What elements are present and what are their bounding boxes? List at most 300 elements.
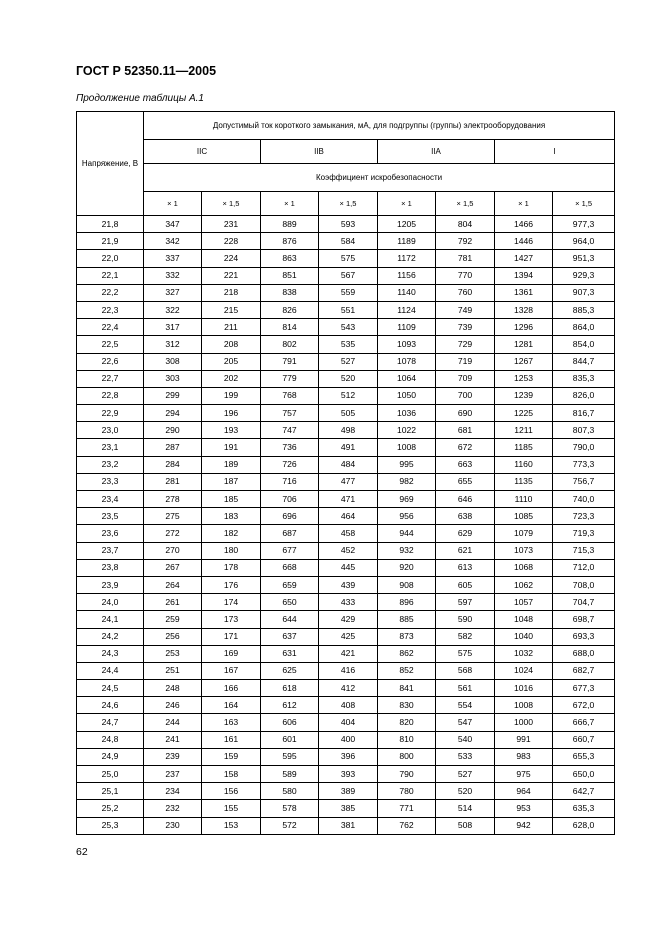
coefficient-header: Коэффициент искробезопасности	[144, 164, 615, 192]
current-cell: 1160	[495, 456, 553, 473]
table-row	[77, 611, 615, 628]
current-cell: 543	[319, 319, 378, 336]
current-cell: 969	[378, 491, 436, 508]
current-cell: 508	[436, 817, 495, 834]
current-cell: 568	[436, 662, 495, 679]
current-cell: 712,0	[553, 559, 615, 576]
current-cell: 835,3	[553, 370, 615, 387]
voltage-header: Напряжение, В	[77, 112, 144, 216]
current-cell: 185	[202, 491, 261, 508]
current-cell: 156	[202, 783, 261, 800]
current-cell: 433	[319, 594, 378, 611]
current-cell: 975	[495, 766, 553, 783]
current-cell: 771	[378, 800, 436, 817]
current-cell: 393	[319, 766, 378, 783]
current-cell: 885,3	[553, 301, 615, 318]
current-cell: 862	[378, 645, 436, 662]
current-cell: 464	[319, 508, 378, 525]
current-cell: 163	[202, 714, 261, 731]
current-cell: 885	[378, 611, 436, 628]
current-cell: 180	[202, 542, 261, 559]
voltage-cell: 23,6	[77, 525, 144, 542]
current-cell: 1225	[495, 405, 553, 422]
current-cell: 1022	[378, 422, 436, 439]
current-cell: 317	[144, 319, 202, 336]
table-row	[77, 353, 615, 370]
current-cell: 635,3	[553, 800, 615, 817]
group-header-i: I	[495, 140, 615, 164]
current-cell: 322	[144, 301, 202, 318]
current-cell: 854,0	[553, 336, 615, 353]
table-row	[77, 456, 615, 473]
current-cell: 278	[144, 491, 202, 508]
current-cell: 792	[436, 233, 495, 250]
current-cell: 749	[436, 301, 495, 318]
current-cell: 719,3	[553, 525, 615, 542]
current-cell: 575	[319, 250, 378, 267]
current-cell: 932	[378, 542, 436, 559]
current-cell: 1032	[495, 645, 553, 662]
current-cell: 1016	[495, 680, 553, 697]
current-cell: 814	[261, 319, 319, 336]
current-cell: 533	[436, 748, 495, 765]
current-cell: 1239	[495, 387, 553, 404]
current-cell: 800	[378, 748, 436, 765]
current-cell: 700	[436, 387, 495, 404]
table-row	[77, 250, 615, 267]
current-cell: 631	[261, 645, 319, 662]
current-cell: 400	[319, 731, 378, 748]
current-cell: 164	[202, 697, 261, 714]
current-cell: 851	[261, 267, 319, 284]
current-cell: 404	[319, 714, 378, 731]
voltage-cell: 23,9	[77, 576, 144, 593]
table-body	[77, 216, 615, 835]
voltage-cell: 24,3	[77, 645, 144, 662]
current-cell: 682,7	[553, 662, 615, 679]
current-cell: 527	[319, 353, 378, 370]
current-cell: 575	[436, 645, 495, 662]
current-cell: 205	[202, 353, 261, 370]
table-row	[77, 405, 615, 422]
current-cell: 944	[378, 525, 436, 542]
voltage-cell: 22,3	[77, 301, 144, 318]
current-cell: 1135	[495, 473, 553, 490]
current-cell: 1328	[495, 301, 553, 318]
current-cell: 520	[436, 783, 495, 800]
current-cell: 224	[202, 250, 261, 267]
coef-cell: × 1,5	[436, 192, 495, 216]
voltage-cell: 23,1	[77, 439, 144, 456]
current-cell: 951,3	[553, 250, 615, 267]
current-cell: 231	[202, 216, 261, 233]
current-cell: 995	[378, 456, 436, 473]
current-cell: 660,7	[553, 731, 615, 748]
current-cell: 389	[319, 783, 378, 800]
current-cell: 907,3	[553, 284, 615, 301]
current-cell: 396	[319, 748, 378, 765]
current-cell: 659	[261, 576, 319, 593]
current-cell: 1427	[495, 250, 553, 267]
voltage-cell: 22,5	[77, 336, 144, 353]
current-cell: 663	[436, 456, 495, 473]
current-cell: 590	[436, 611, 495, 628]
current-cell: 155	[202, 800, 261, 817]
current-cell: 693,3	[553, 628, 615, 645]
current-cell: 183	[202, 508, 261, 525]
current-cell: 1008	[495, 697, 553, 714]
current-cell: 582	[436, 628, 495, 645]
current-cell: 1078	[378, 353, 436, 370]
voltage-cell: 24,8	[77, 731, 144, 748]
current-cell: 498	[319, 422, 378, 439]
table-row	[77, 714, 615, 731]
current-cell: 698,7	[553, 611, 615, 628]
current-cell: 176	[202, 576, 261, 593]
current-cell: 1008	[378, 439, 436, 456]
current-cell: 272	[144, 525, 202, 542]
current-cell: 618	[261, 680, 319, 697]
current-cell: 199	[202, 387, 261, 404]
current-cell: 1124	[378, 301, 436, 318]
table-row	[77, 267, 615, 284]
current-cell: 167	[202, 662, 261, 679]
current-cell: 547	[436, 714, 495, 731]
current-cell: 688,0	[553, 645, 615, 662]
coef-cell: × 1,5	[553, 192, 615, 216]
current-cell: 408	[319, 697, 378, 714]
current-cell: 471	[319, 491, 378, 508]
voltage-cell: 22,4	[77, 319, 144, 336]
current-cell: 196	[202, 405, 261, 422]
voltage-cell: 24,6	[77, 697, 144, 714]
current-cell: 625	[261, 662, 319, 679]
voltage-cell: 23,8	[77, 559, 144, 576]
current-cell: 159	[202, 748, 261, 765]
current-cell: 505	[319, 405, 378, 422]
table-caption: Продолжение таблицы А.1	[76, 93, 204, 104]
current-cell: 655,3	[553, 748, 615, 765]
current-cell: 768	[261, 387, 319, 404]
current-cell: 281	[144, 473, 202, 490]
current-cell: 739	[436, 319, 495, 336]
current-cell: 1109	[378, 319, 436, 336]
current-cell: 512	[319, 387, 378, 404]
current-cell: 690	[436, 405, 495, 422]
table-row	[77, 594, 615, 611]
table-row	[77, 491, 615, 508]
current-cell: 841	[378, 680, 436, 697]
current-cell: 1040	[495, 628, 553, 645]
current-cell: 303	[144, 370, 202, 387]
voltage-cell: 24,1	[77, 611, 144, 628]
current-cell: 559	[319, 284, 378, 301]
table-row	[77, 662, 615, 679]
current-cell: 484	[319, 456, 378, 473]
current-cell: 781	[436, 250, 495, 267]
current-cell: 1394	[495, 267, 553, 284]
current-cell: 182	[202, 525, 261, 542]
current-cell: 218	[202, 284, 261, 301]
current-cell: 605	[436, 576, 495, 593]
current-cell: 736	[261, 439, 319, 456]
current-cell: 239	[144, 748, 202, 765]
current-cell: 1050	[378, 387, 436, 404]
current-cell: 1156	[378, 267, 436, 284]
current-cell: 189	[202, 456, 261, 473]
current-cell: 646	[436, 491, 495, 508]
table-row	[77, 542, 615, 559]
voltage-cell: 23,3	[77, 473, 144, 490]
current-cell: 169	[202, 645, 261, 662]
current-cell: 726	[261, 456, 319, 473]
table-row	[77, 422, 615, 439]
current-cell: 715,3	[553, 542, 615, 559]
voltage-cell: 21,9	[77, 233, 144, 250]
current-cell: 215	[202, 301, 261, 318]
current-cell: 628,0	[553, 817, 615, 834]
current-cell: 873	[378, 628, 436, 645]
current-cell: 275	[144, 508, 202, 525]
current-cell: 964	[495, 783, 553, 800]
current-cell: 458	[319, 525, 378, 542]
current-cell: 158	[202, 766, 261, 783]
table-row	[77, 301, 615, 318]
current-cell: 773,3	[553, 456, 615, 473]
coef-cell: × 1,5	[202, 192, 261, 216]
current-cell: 1361	[495, 284, 553, 301]
current-cell: 760	[436, 284, 495, 301]
current-cell: 1048	[495, 611, 553, 628]
current-cell: 347	[144, 216, 202, 233]
voltage-cell: 23,5	[77, 508, 144, 525]
current-cell: 613	[436, 559, 495, 576]
voltage-cell: 24,4	[77, 662, 144, 679]
current-cell: 757	[261, 405, 319, 422]
current-cell: 677	[261, 542, 319, 559]
table-row	[77, 336, 615, 353]
current-cell: 327	[144, 284, 202, 301]
current-cell: 1185	[495, 439, 553, 456]
current-cell: 312	[144, 336, 202, 353]
current-cell: 589	[261, 766, 319, 783]
current-cell: 1093	[378, 336, 436, 353]
table-row	[77, 284, 615, 301]
current-cell: 267	[144, 559, 202, 576]
current-cell: 1000	[495, 714, 553, 731]
current-cell: 153	[202, 817, 261, 834]
current-cell: 259	[144, 611, 202, 628]
voltage-cell: 22,2	[77, 284, 144, 301]
current-cell: 491	[319, 439, 378, 456]
table-row	[77, 473, 615, 490]
current-cell: 251	[144, 662, 202, 679]
current-cell: 1211	[495, 422, 553, 439]
current-cell: 644	[261, 611, 319, 628]
coef-cell: × 1	[378, 192, 436, 216]
current-cell: 672	[436, 439, 495, 456]
current-cell: 770	[436, 267, 495, 284]
current-cell: 638	[436, 508, 495, 525]
current-cell: 677,3	[553, 680, 615, 697]
current-cell: 802	[261, 336, 319, 353]
current-cell: 439	[319, 576, 378, 593]
current-cell: 597	[436, 594, 495, 611]
current-cell: 991	[495, 731, 553, 748]
current-cell: 838	[261, 284, 319, 301]
current-cell: 876	[261, 233, 319, 250]
current-cell: 1110	[495, 491, 553, 508]
current-cell: 756,7	[553, 473, 615, 490]
current-cell: 535	[319, 336, 378, 353]
current-cell: 672,0	[553, 697, 615, 714]
voltage-cell: 23,7	[77, 542, 144, 559]
current-cell: 810	[378, 731, 436, 748]
current-cell: 601	[261, 731, 319, 748]
current-cell: 1205	[378, 216, 436, 233]
current-cell: 246	[144, 697, 202, 714]
current-cell: 385	[319, 800, 378, 817]
current-cell: 578	[261, 800, 319, 817]
current-cell: 284	[144, 456, 202, 473]
table-row	[77, 783, 615, 800]
current-cell: 1172	[378, 250, 436, 267]
current-cell: 244	[144, 714, 202, 731]
current-cell: 704,7	[553, 594, 615, 611]
current-cell: 820	[378, 714, 436, 731]
current-cell: 445	[319, 559, 378, 576]
table-row	[77, 645, 615, 662]
current-cell: 221	[202, 267, 261, 284]
current-cell: 1253	[495, 370, 553, 387]
current-cell: 719	[436, 353, 495, 370]
current-cell: 230	[144, 817, 202, 834]
current-cell: 520	[319, 370, 378, 387]
current-cell: 708,0	[553, 576, 615, 593]
voltage-cell: 22,9	[77, 405, 144, 422]
current-cell: 342	[144, 233, 202, 250]
page-number: 62	[76, 846, 88, 858]
current-cell: 308	[144, 353, 202, 370]
current-cell: 1057	[495, 594, 553, 611]
current-cell: 642,7	[553, 783, 615, 800]
current-cell: 863	[261, 250, 319, 267]
current-cell: 193	[202, 422, 261, 439]
table-row	[77, 508, 615, 525]
voltage-cell: 25,3	[77, 817, 144, 834]
current-cell: 790	[378, 766, 436, 783]
current-cell: 804	[436, 216, 495, 233]
table-row	[77, 370, 615, 387]
current-cell: 416	[319, 662, 378, 679]
current-cell: 953	[495, 800, 553, 817]
current-cell: 595	[261, 748, 319, 765]
current-cell: 477	[319, 473, 378, 490]
current-cell: 1068	[495, 559, 553, 576]
table-row	[77, 628, 615, 645]
current-cell: 580	[261, 783, 319, 800]
current-cell: 920	[378, 559, 436, 576]
current-cell: 191	[202, 439, 261, 456]
current-cell: 780	[378, 783, 436, 800]
current-cell: 696	[261, 508, 319, 525]
current-cell: 429	[319, 611, 378, 628]
voltage-cell: 22,0	[77, 250, 144, 267]
voltage-cell: 22,8	[77, 387, 144, 404]
table-row	[77, 748, 615, 765]
voltage-cell: 24,0	[77, 594, 144, 611]
voltage-cell: 24,7	[77, 714, 144, 731]
voltage-cell: 22,7	[77, 370, 144, 387]
table-row	[77, 817, 615, 834]
current-cell: 202	[202, 370, 261, 387]
current-cell: 253	[144, 645, 202, 662]
current-cell: 729	[436, 336, 495, 353]
current-cell: 606	[261, 714, 319, 731]
current-cell: 747	[261, 422, 319, 439]
current-cell: 514	[436, 800, 495, 817]
current-header: Допустимый ток короткого замыкания, мА, для подгруппы (группы) электрооборудования	[144, 112, 615, 140]
current-cell: 1085	[495, 508, 553, 525]
current-cell: 852	[378, 662, 436, 679]
current-cell: 1064	[378, 370, 436, 387]
current-cell: 561	[436, 680, 495, 697]
current-cell: 412	[319, 680, 378, 697]
voltage-cell: 24,2	[77, 628, 144, 645]
current-cell: 621	[436, 542, 495, 559]
current-cell: 889	[261, 216, 319, 233]
current-cell: 572	[261, 817, 319, 834]
coef-cell: × 1	[495, 192, 553, 216]
current-cell: 248	[144, 680, 202, 697]
current-cell: 816,7	[553, 405, 615, 422]
group-header-iib: IIB	[261, 140, 378, 164]
table-row	[77, 800, 615, 817]
current-cell: 452	[319, 542, 378, 559]
table-row	[77, 766, 615, 783]
current-cell: 982	[378, 473, 436, 490]
current-cell: 1079	[495, 525, 553, 542]
current-cell: 421	[319, 645, 378, 662]
current-cell: 706	[261, 491, 319, 508]
current-cell: 687	[261, 525, 319, 542]
voltage-cell: 25,0	[77, 766, 144, 783]
current-cell: 830	[378, 697, 436, 714]
current-cell: 1073	[495, 542, 553, 559]
current-cell: 716	[261, 473, 319, 490]
coef-cell: × 1	[144, 192, 202, 216]
voltage-cell: 22,6	[77, 353, 144, 370]
coef-cell: × 1	[261, 192, 319, 216]
voltage-cell: 22,1	[77, 267, 144, 284]
current-cell: 666,7	[553, 714, 615, 731]
current-cell: 612	[261, 697, 319, 714]
current-cell: 637	[261, 628, 319, 645]
current-cell: 294	[144, 405, 202, 422]
voltage-cell: 21,8	[77, 216, 144, 233]
current-cell: 211	[202, 319, 261, 336]
current-cell: 1281	[495, 336, 553, 353]
current-cell: 790,0	[553, 439, 615, 456]
current-cell: 709	[436, 370, 495, 387]
table-row	[77, 559, 615, 576]
current-cell: 791	[261, 353, 319, 370]
voltage-cell: 25,2	[77, 800, 144, 817]
table-row	[77, 697, 615, 714]
current-cell: 584	[319, 233, 378, 250]
current-table	[76, 111, 615, 835]
current-cell: 299	[144, 387, 202, 404]
